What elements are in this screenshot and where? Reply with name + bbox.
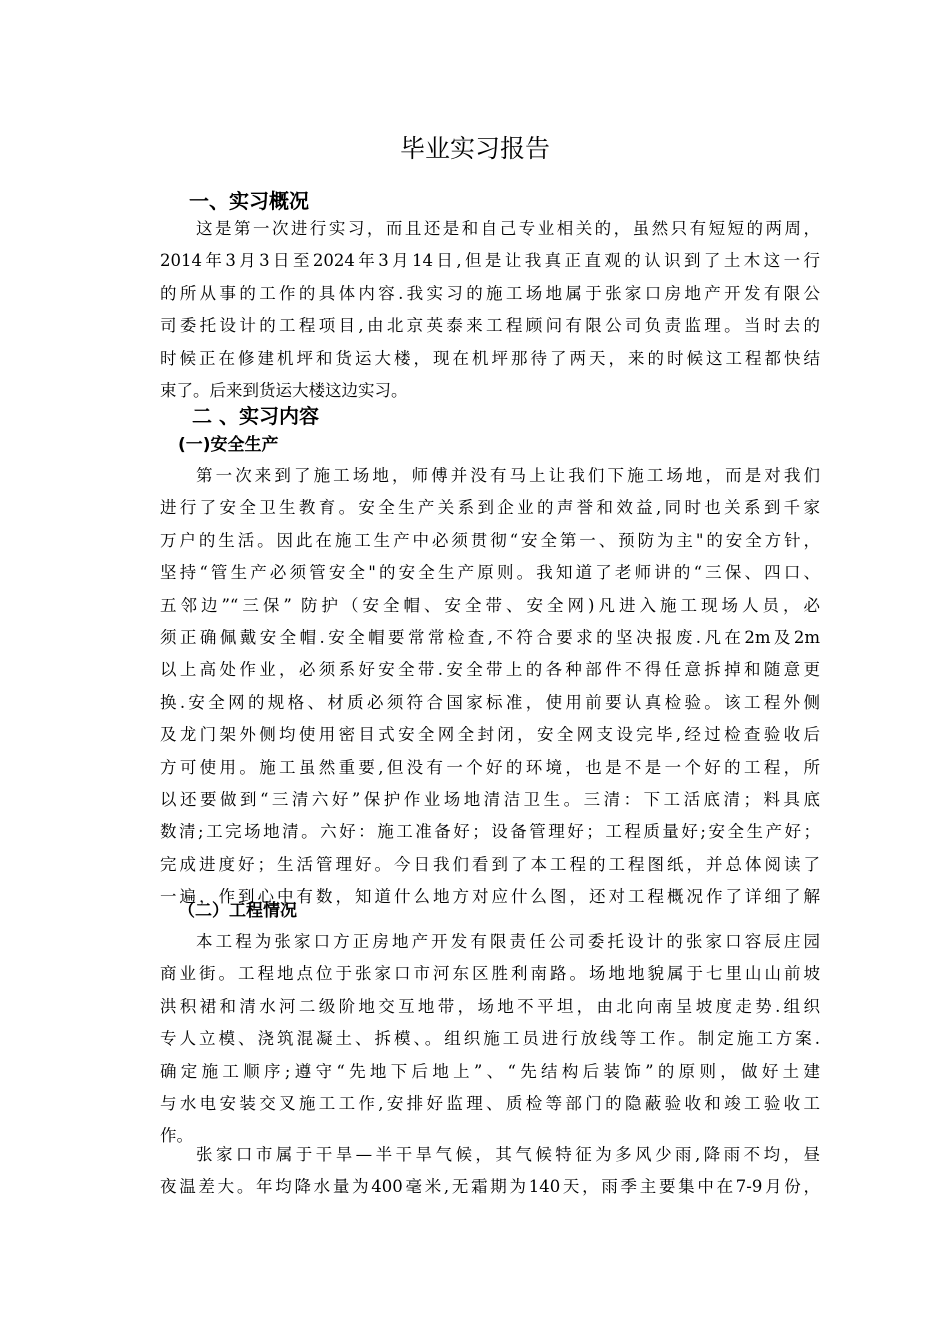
text-line: 数清;工完场地清。六好：施工准备好；设备管理好；工程质量好;安全生产好； — [160, 822, 820, 842]
text-line: 司委托设计的工程项目,由北京英泰来工程顾问有限公司负责监理。当时去的 — [160, 316, 820, 336]
text-line: 完成进度好；生活管理好。今日我们看到了本工程的工程图纸，并总体阅读了 — [160, 854, 820, 874]
text-line: 专人立模、浇筑混凝土、拆模、。组织施工员进行放线等工作。制定施工方案. — [160, 1029, 820, 1049]
section-heading-content: 二 、实习内容 — [192, 404, 319, 428]
text-line: 坚持“管生产必须管安全"的安全生产原则。我知道了老师讲的“三保、四口、 — [160, 563, 820, 583]
text-line: 的所从事的工作的具体内容.我实习的施工场地属于张家口房地产开发有限公 — [160, 283, 820, 303]
text-line: 第一次来到了施工场地，师傅并没有马上让我们下施工场地，而是对我们 — [196, 466, 820, 485]
text-line: 方可使用。施工虽然重要,但没有一个好的环境，也是不是一个好的工程，所 — [160, 757, 820, 777]
text-line: 以还要做到“三清六好”保护作业场地清洁卫生。三清：下工活底清；料具底 — [160, 789, 820, 809]
section-heading-overview: 一、实习概况 — [189, 189, 309, 213]
text-line: 确定施工顺序;遵守“先地下后地上”、“先结构后装饰”的原则，做好土建 — [160, 1061, 820, 1081]
text-line: 本工程为张家口方正房地产开发有限责任公司委托设计的张家口容辰庄园 — [196, 932, 820, 951]
subsection-heading-safety: (一)安全生产 — [178, 435, 279, 455]
text-line: 2014年3月3日至2024年3月14日,但是让我真正直观的认识到了土木这一行 — [160, 251, 820, 271]
text-line: 洪积裙和清水河二级阶地交互地带，场地不平坦，由北向南呈坡度走势.组织 — [160, 996, 820, 1016]
text-line: 夜温差大。年均降水量为400毫米,无霜期为140天，雨季主要集中在7-9月份， — [160, 1177, 820, 1197]
text-line: 须正确佩戴安全帽.安全帽要常常检查,不符合要求的坚决报废.凡在2m及2m — [160, 627, 820, 647]
text-line: 以上高处作业，必须系好安全带.安全带上的各种部件不得任意拆掉和随意更 — [160, 660, 820, 680]
text-line: 五邻边”“三保” 防护（安全帽、安全带、安全网)凡进入施工现场人员，必 — [160, 595, 820, 615]
text-line: 万户的生活。因此在施工生产中必须贯彻“安全第一、预防为主"的安全方针， — [160, 530, 820, 550]
text-line: 时候正在修建机坪和货运大楼，现在机坪那待了两天，来的时候这工程都快结 — [160, 348, 820, 368]
paragraph-overview — [160, 213, 820, 407]
text-line: 张家口市属于干旱—半干旱气候，其气候特征为多风少雨,降雨不均，昼 — [196, 1145, 820, 1164]
document-title: 毕业实习报告 — [399, 134, 550, 163]
text-line: 进行了安全卫生教育。安全生产关系到企业的声誉和效益,同时也关系到千家 — [160, 498, 820, 518]
paragraph-climate — [160, 1139, 820, 1204]
text-line: 商业街。工程地点位于张家口市河东区胜利南路。场地地貌属于七里山山前坡 — [160, 964, 820, 984]
text-line: 作。 — [160, 1126, 193, 1146]
text-line: 束了。后来到货运大楼这边实习。 — [160, 380, 408, 400]
text-line: 这是第一次进行实习，而且还是和自己专业相关的，虽然只有短短的两周， — [196, 219, 820, 238]
paragraph-safety — [160, 460, 820, 913]
paragraph-project — [160, 926, 820, 1153]
subsection-heading-project: （二）工程情况 — [178, 901, 297, 921]
text-line: 与水电安装交叉施工工作,安排好监理、质检等部门的隐蔽验收和竣工验收工 — [160, 1093, 820, 1113]
text-line: 及龙门架外侧均使用密目式安全网全封闭，安全网支设完毕,经过检查验收后 — [160, 725, 820, 745]
text-line: 一遍，作到心中有数，知道什么地方对应什么图，还对工程概况作了详细了解 — [160, 887, 820, 907]
text-line: 换.安全网的规格、材质必须符合国家标准，使用前要认真检验。该工程外侧 — [160, 692, 820, 712]
